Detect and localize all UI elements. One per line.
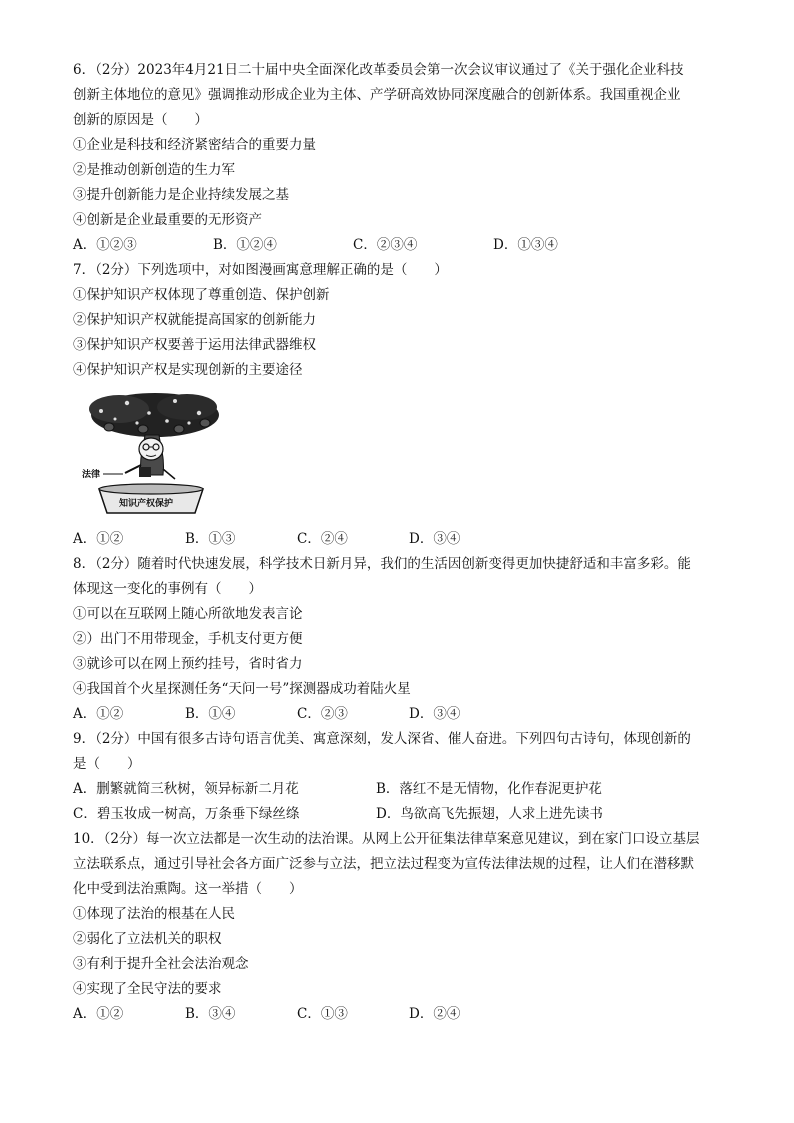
question-10-stem-line: 化中受到法治熏陶。这一举措（ ）: [73, 881, 303, 897]
question-6-stem-line: 创新的原因是（ ）: [73, 112, 208, 128]
question-6-options: [73, 233, 723, 258]
question-7-option-c[interactable]: C．②④: [297, 531, 348, 547]
question-7-options: [73, 527, 723, 552]
question-10-option-b[interactable]: B．③④: [185, 1006, 236, 1022]
question-6-item-4: ④创新是企业最重要的无形资产: [73, 212, 262, 228]
question-10-stem-line: 10．（2分）每一次立法都是一次生动的法治课。从网上公开征集法律草案意见建议，到在家门口设立基层: [73, 831, 700, 847]
question-7-option-b[interactable]: B．①③: [185, 531, 236, 547]
question-6-item-1: ①企业是科技和经济紧密结合的重要力量: [73, 137, 316, 153]
question-6-item-3: ③提升创新能力是企业持续发展之基: [73, 187, 289, 203]
question-6-option-d[interactable]: D．①③④: [493, 237, 558, 253]
cartoon-label-pot: 知识产权保护: [119, 499, 174, 509]
question-9-stem-line: 9．（2分）中国有很多古诗句语言优美、寓意深刻，发人深省、催人奋进。下列四句古诗句，体现创新的: [73, 731, 691, 747]
question-10-option-a[interactable]: A．①②: [73, 1006, 124, 1022]
cartoon-tree-image: [79, 389, 221, 519]
question-10-item-2: ②弱化了立法机关的职权: [73, 931, 222, 947]
question-8-item-1: ①可以在互联网上随心所欲地发表言论: [73, 606, 303, 622]
question-8-stem-line: 8．（2分）随着时代快速发展，科学技术日新月异，我们的生活因创新变得更加快捷舒适和丰富多彩。能: [73, 556, 691, 572]
question-9-option-d[interactable]: D．鸟欲高飞先振翅，人求上进先读书: [376, 806, 603, 822]
question-6: [73, 58, 723, 258]
question-7-option-d[interactable]: D．③④: [409, 531, 461, 547]
question-10-item-4: ④实现了全民守法的要求: [73, 981, 222, 997]
question-8-option-a[interactable]: A．①②: [73, 706, 124, 722]
question-10-item-3: ③有利于提升全社会法治观念: [73, 956, 249, 972]
question-7-option-a[interactable]: A．①②: [73, 531, 124, 547]
question-6-item-2: ②是推动创新创造的生力军: [73, 162, 235, 178]
question-8-item-3: ③就诊可以在网上预约挂号，省时省力: [73, 656, 303, 672]
question-8-options: [73, 702, 723, 727]
question-7-item-3: ③保护知识产权要善于运用法律武器维权: [73, 337, 316, 353]
question-8: [73, 552, 723, 727]
question-6-stem-line: 创新主体地位的意见》强调推动形成企业为主体、产学研高效协同深度融合的创新体系。我国重视企业: [73, 87, 681, 103]
question-6-option-a[interactable]: A．①②③: [73, 237, 137, 253]
question-8-item-4: ④我国首个火星探测任务“天问一号”探测器成功着陆火星: [73, 681, 411, 697]
question-10-item-1: ①体现了法治的根基在人民: [73, 906, 235, 922]
question-6-option-b[interactable]: B．①②④: [213, 237, 277, 253]
question-8-option-b[interactable]: B．①④: [185, 706, 236, 722]
question-7-item-4: ④保护知识产权是实现创新的主要途径: [73, 362, 303, 378]
question-8-item-2: ②）出门不用带现金，手机支付更方便: [73, 631, 303, 647]
question-10-stem-line: 立法联系点，通过引导社会各方面广泛参与立法，把立法过程变为宣传法律法规的过程，让人们在潜移默: [73, 856, 694, 872]
question-9-options: [73, 777, 723, 827]
question-9-option-a[interactable]: A．删繁就简三秋树，领异标新二月花: [73, 781, 299, 797]
question-6-stem-line: 6．（2分）2023年4月21日二十届中央全面深化改革委员会第一次会议审议通过了《关于强化企业科技: [73, 62, 684, 78]
exam-page: [73, 58, 723, 1027]
question-10-options: [73, 1002, 723, 1027]
question-8-option-c[interactable]: C．②③: [297, 706, 348, 722]
question-6-option-c[interactable]: C．②③④: [353, 237, 418, 253]
question-10: [73, 827, 723, 1027]
question-7-item-1: ①保护知识产权体现了尊重创造、保护创新: [73, 287, 330, 303]
question-10-option-c[interactable]: C．①③: [297, 1006, 348, 1022]
question-9-option-c[interactable]: C．碧玉妆成一树高，万条垂下绿丝绦: [73, 806, 300, 822]
question-9-stem-line: 是（ ）: [73, 756, 141, 772]
question-7: [73, 258, 723, 552]
question-8-option-d[interactable]: D．③④: [409, 706, 461, 722]
question-7-stem-line: 7．（2分）下列选项中，对如图漫画寓意理解正确的是（ ）: [73, 262, 448, 278]
question-9-option-b[interactable]: B．落红不是无情物，化作春泥更护花: [376, 781, 602, 797]
question-9: [73, 727, 723, 827]
question-8-stem-line: 体现这一变化的事例有（ ）: [73, 581, 262, 597]
question-10-option-d[interactable]: D．②④: [409, 1006, 461, 1022]
question-7-item-2: ②保护知识产权就能提高国家的创新能力: [73, 312, 316, 328]
cartoon-label-law: 法律: [82, 470, 101, 480]
